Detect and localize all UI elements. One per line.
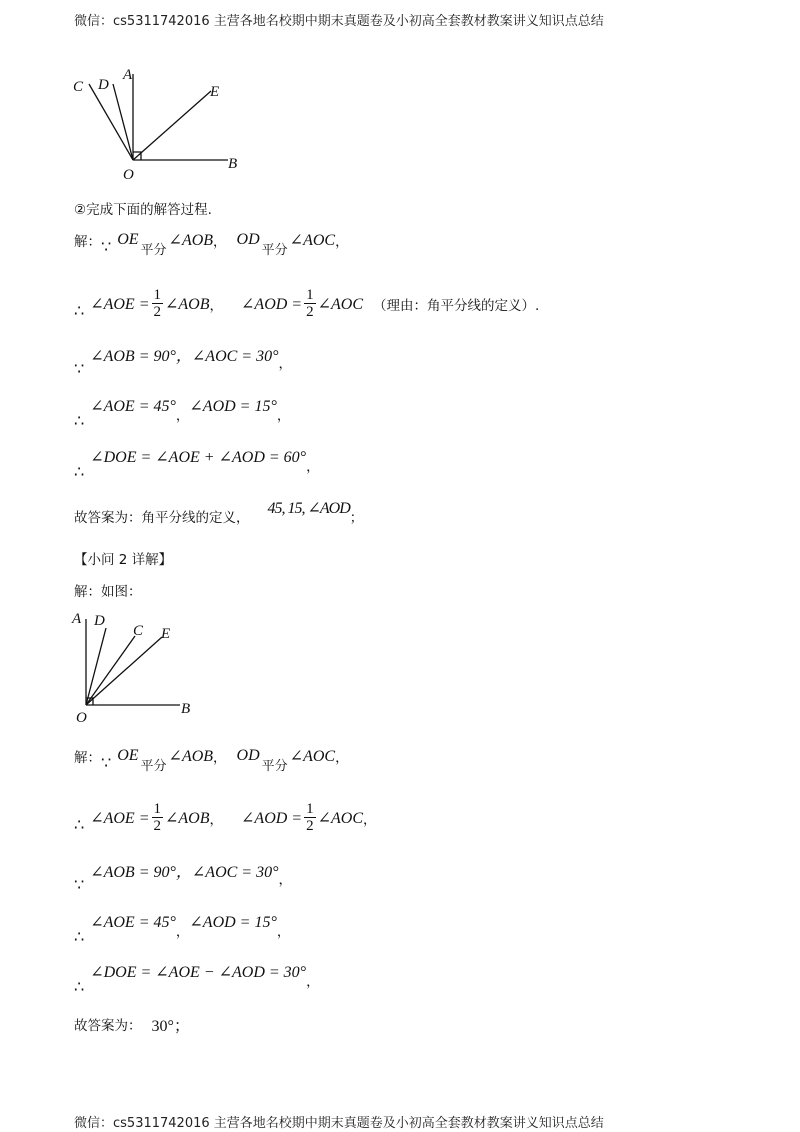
ray-oe — [86, 637, 162, 705]
part2-line-values: ∴ ∠AOE = 45° ， ∠AOD = 15° ， — [74, 914, 291, 946]
label-c: C — [73, 79, 84, 95]
label-o: O — [123, 167, 134, 183]
part1-intro: ②完成下面的解答过程. — [74, 202, 212, 218]
figure-1-angle-diagram — [70, 60, 270, 185]
page-header: 微信：cs5311742016 主营各地名校期中期末真题卷及小初高全套教材教案讲义知识点总结 — [74, 14, 604, 29]
ray-od — [113, 84, 133, 160]
label-b: B — [181, 701, 191, 717]
fraction-one-half: $\frac{1}{2}$ — [153, 287, 161, 320]
ray-oc — [86, 636, 135, 705]
part1-line-bisect: 解： ∵ OE 平分 ∠AOB ， OD 平分 ∠AOC ， — [74, 231, 349, 258]
label-a: A — [123, 67, 133, 83]
part2-answer: 故答案为： 30°； — [74, 1017, 190, 1035]
ray-oc — [89, 84, 133, 160]
label-d: D — [94, 613, 105, 629]
label-b: B — [228, 156, 238, 172]
part1-line-doe: ∴ ∠DOE = ∠AOE + ∠AOD = 60° ， — [74, 449, 320, 481]
part1-line-given: ∵ ∠AOB = 90°，∠AOC = 30° ， — [74, 347, 292, 378]
page-footer: 微信：cs5311742016 主营各地名校期中期末真题卷及小初高全套教材教案讲义知识点总结 — [74, 1116, 604, 1131]
ray-od — [86, 628, 106, 705]
label-o: O — [76, 710, 87, 725]
label-c: C — [133, 623, 144, 639]
part1-line-values: ∴ ∠AOE = 45° ， ∠AOD = 15° ， — [74, 398, 291, 430]
ray-oe — [133, 91, 211, 160]
label-e: E — [161, 626, 171, 642]
label-d: D — [98, 77, 109, 93]
label-a: A — [72, 611, 82, 627]
part2-line-given: ∵ ∠AOB = 90°，∠AOC = 30° ， — [74, 863, 292, 894]
label-e: E — [210, 84, 220, 100]
part1-answer: 故答案为：角平分线的定义， 45, 15, ∠AOD ； — [74, 500, 364, 526]
fraction-one-half: $\frac{1}{2}$ — [306, 287, 314, 320]
part2-intro: 解：如图： — [74, 584, 142, 600]
figure-2-angle-diagram — [64, 605, 214, 725]
fraction-one-half: $\frac{1}{2}$ — [153, 801, 161, 834]
part2-line-bisect: 解： ∵ OE 平分 ∠AOB ， OD 平分 ∠AOC ， — [74, 747, 349, 774]
part2-line-doe: ∴ ∠DOE = ∠AOE − ∠AOD = 30° ， — [74, 964, 320, 996]
part2-line-half: ∴ ∠AOE = $\frac{1}{2}$ ∠AOB ， ∠AOD = $\frac{1}{2}$ ∠AOC ， — [74, 801, 377, 834]
part1-line-half: ∴ ∠AOE = $\frac{1}{2}$ ∠AOB ， ∠AOD = $\frac{1}{2}$ ∠AOC （理由：角平分线的定义）. — [74, 287, 540, 320]
fraction-one-half: $\frac{1}{2}$ — [306, 801, 314, 834]
part2-heading: 【小问 2 详解】 — [74, 552, 173, 568]
